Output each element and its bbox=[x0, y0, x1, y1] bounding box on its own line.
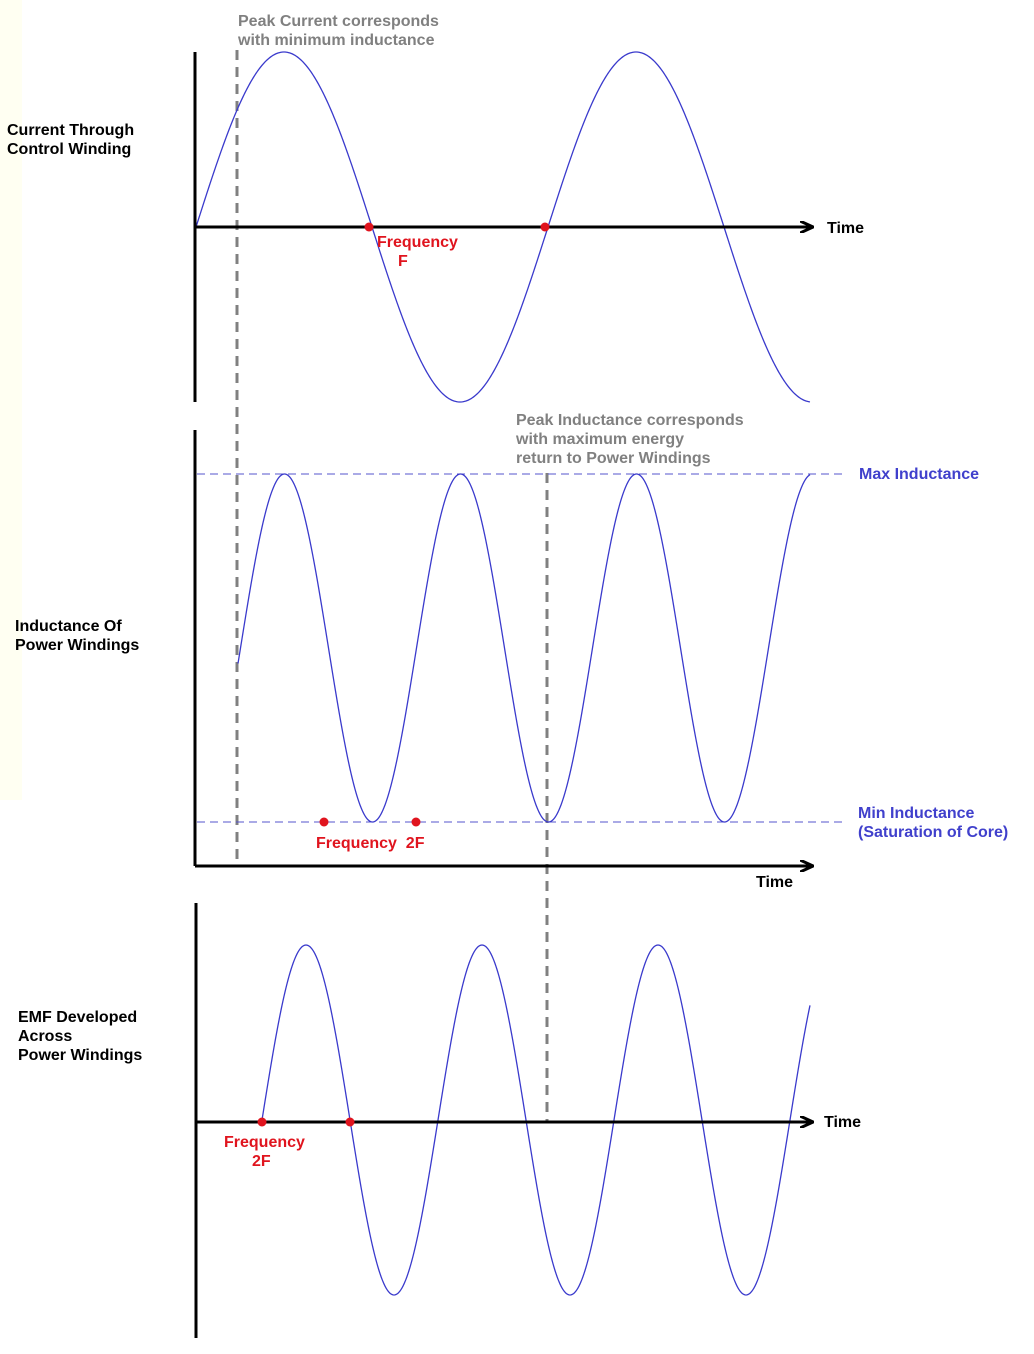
inductance-time-label: Time bbox=[756, 874, 794, 891]
current-time-label: Time bbox=[827, 220, 865, 237]
current-frequency-marker bbox=[365, 223, 374, 232]
emf-frequency-marker bbox=[346, 1118, 355, 1127]
inductance-frequency-marker bbox=[412, 818, 421, 827]
min-inductance-label: Min Inductance (Saturation of Core) bbox=[858, 805, 1009, 841]
emf-waveform bbox=[262, 945, 810, 1295]
emf-time-label: Time bbox=[824, 1114, 862, 1131]
inductance-frequency-marker bbox=[320, 818, 329, 827]
emf-frequency-marker bbox=[258, 1118, 267, 1127]
inductance-frequency-label: Frequency 2F bbox=[316, 835, 425, 852]
peak-inductance-annotation: Peak Inductance corresponds with maximum energy return to Power Windings bbox=[516, 412, 744, 467]
peak-current-annotation: Peak Current corresponds with minimum inductance bbox=[238, 13, 439, 49]
inductance-waveform bbox=[238, 474, 810, 822]
max-inductance-label: Max Inductance bbox=[859, 466, 980, 483]
emf-panel-label: EMF Developed Across Power Windings bbox=[18, 1009, 143, 1064]
emf-frequency-label: Frequency 2F bbox=[224, 1134, 305, 1170]
current-frequency-label: Frequency F bbox=[377, 234, 458, 270]
current-panel-label: Current Through Control Winding bbox=[7, 122, 135, 158]
inductance-panel-label: Inductance Of Power Windings bbox=[15, 618, 140, 654]
current-frequency-marker bbox=[541, 223, 550, 232]
